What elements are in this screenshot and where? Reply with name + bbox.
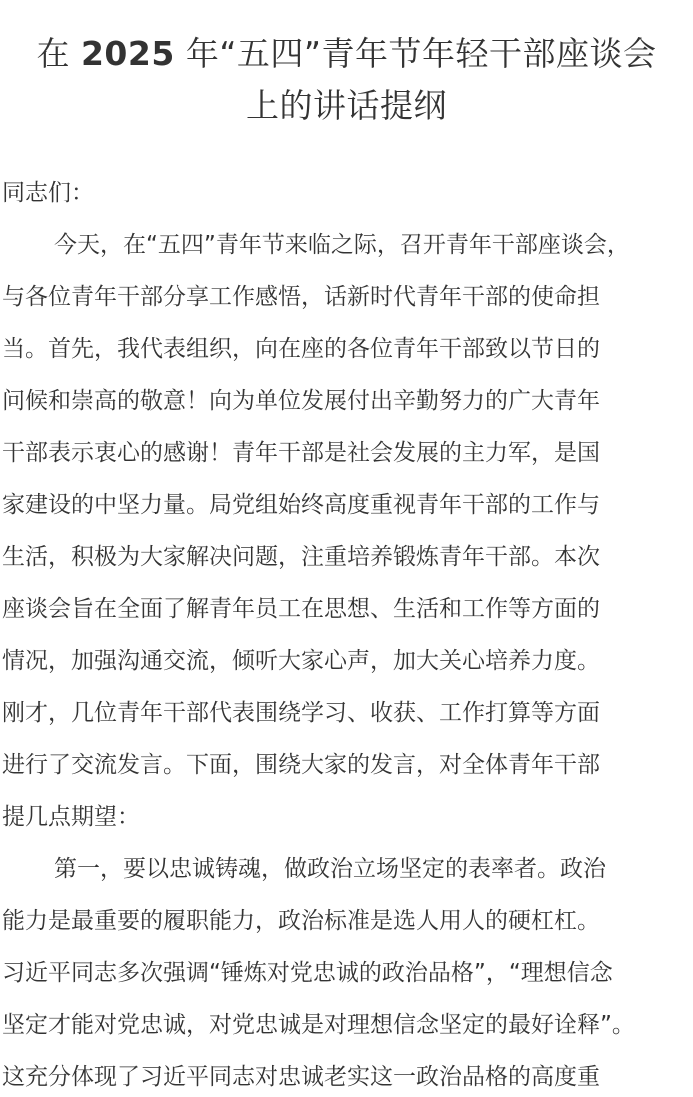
title-year: 2025 [80,34,175,73]
paragraph-line: 进行了交流发言。下面，围绕大家的发言，对全体青年干部 [2,752,600,778]
paragraph-line: 这充分体现了习近平同志对忠诚老实这一政治品格的高度重 [2,1064,600,1090]
title-line2: 上的讲话提纲 [246,86,447,125]
paragraph-line: 干部表示衷心的感谢！青年干部是社会发展的主力军，是国 [2,440,600,466]
paragraph-line: 生活，积极为大家解决问题，注重培养锻炼青年干部。本次 [2,544,600,570]
paragraph-line: 问候和崇高的敬意！向为单位发展付出辛勤努力的广大青年 [2,388,600,414]
paragraph-line: 当。首先，我代表组织，向在座的各位青年干部致以节日的 [2,336,600,362]
paragraph-line: 能力是最重要的履职能力，政治标准是选人用人的硬杠杠。 [2,908,600,934]
paragraph-line: 刚才，几位青年干部代表围绕学习、收获、工作打算等方面 [2,700,600,726]
paragraph-opening [2,219,693,843]
paragraph-first-point [2,843,693,1097]
paragraph-line: 家建设的中坚力量。局党组始终高度重视青年干部的工作与 [2,492,600,518]
paragraph-line: 今天，在“五四”青年节来临之际，召开青年干部座谈会， [54,232,630,258]
document-title [0,0,693,132]
title-rest-line1: 年“五四”青年节年轻干部座谈会 [174,34,657,73]
paragraph-line: 与各位青年干部分享工作感悟，话新时代青年干部的使命担 [2,284,600,310]
greeting: 同志们： [2,180,94,206]
paragraph-line: 坚定才能对党忠诚，对党忠诚是对理想信念坚定的最好诠释”。 [2,1012,635,1038]
paragraph-line: 习近平同志多次强调“锤炼对党忠诚的政治品格”，“理想信念 [2,960,613,986]
paragraph-line: 情况，加强沟通交流，倾听大家心声，加大关心培养力度。 [2,648,600,674]
paragraph-line: 座谈会旨在全面了解青年员工在思想、生活和工作等方面的 [2,596,600,622]
paragraph-line: 提几点期望： [2,804,140,830]
paragraph-line: 第一，要以忠诚铸魂，做政治立场坚定的表率者。政治 [54,856,606,882]
document-body [0,167,693,1097]
title-prefix: 在 [36,34,81,73]
